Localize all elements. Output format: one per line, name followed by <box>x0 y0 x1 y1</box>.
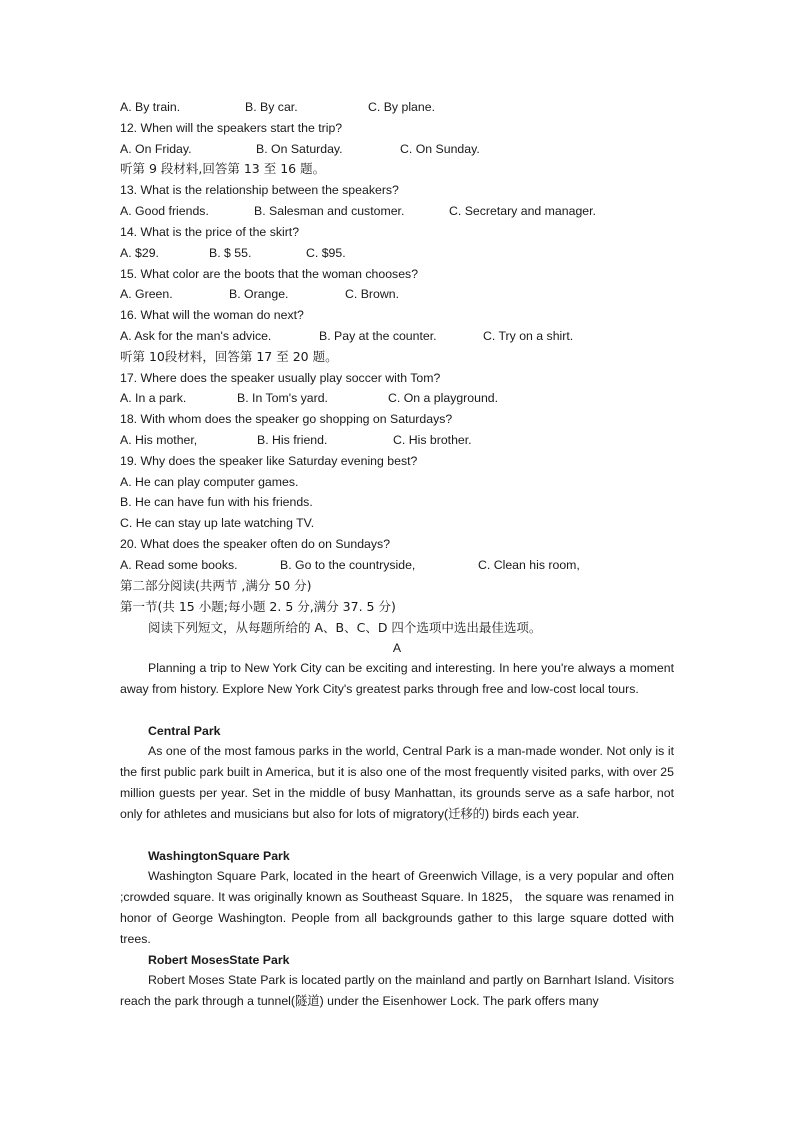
passage-intro: Planning a trip to New York City can be exciting and interesting. In here you're always a moment away from history. Explore New York City's greatest parks through free and low-cost local tours. <box>120 661 674 696</box>
q11-option-b: B. By car. <box>245 100 298 114</box>
q13-question: 13. What is the relationship between the speakers? <box>120 183 399 197</box>
park-text-central: As one of the most famous parks in the world, Central Park is a man-made wonder. Not only is it the first public park built in America, but it is also one of the most frequently visited parks, with over 25 million guests per year. Set in the middle of busy Manhattan, its grounds serve as a safe harbor, not only for athletes and musicians but also for lots of migratory(迁移的) birds each year. <box>120 744 674 821</box>
park-heading-robert-moses: Robert MosesState Park <box>148 953 290 967</box>
q12-option-a: A. On Friday. <box>120 142 192 156</box>
park-heading-central: Central Park <box>148 724 221 738</box>
q18-question: 18. With whom does the speaker go shopping on Saturdays? <box>120 412 453 426</box>
q14-option-b: B. $ 55. <box>209 246 252 260</box>
park-text-robert-moses: Robert Moses State Park is located partly on the mainland and partly on Barnhart Island. Visitors reach the park through a tunnel(隧道) under the Eisenhower Lock. The park offers many <box>120 973 674 1008</box>
q20-option-c: C. Clean his room, <box>478 558 580 572</box>
q19-option-b: B. He can have fun with his friends. <box>120 495 313 509</box>
passage-label: A <box>392 641 402 655</box>
q19-question: 19. Why does the speaker like Saturday evening best? <box>120 454 418 468</box>
q16-option-a: A. Ask for the man's advice. <box>120 329 272 343</box>
q18-option-c: C. His brother. <box>393 433 472 447</box>
q13-option-c: C. Secretary and manager. <box>449 204 596 218</box>
q16-question: 16. What will the woman do next? <box>120 308 304 322</box>
park-heading-washington: WashingtonSquare Park <box>148 849 290 863</box>
q17-option-b: B. In Tom's yard. <box>237 391 328 405</box>
reading-instruction: 阅读下列短文，从每题所给的 A、B、C、D 四个选项中选出最佳选项。 <box>148 620 542 635</box>
q14-question: 14. What is the price of the skirt? <box>120 225 300 239</box>
q18-option-b: B. His friend. <box>257 433 328 447</box>
q15-option-b: B. Orange. <box>229 287 289 301</box>
q16-option-b: B. Pay at the counter. <box>319 329 437 343</box>
q17-question: 17. Where does the speaker usually play soccer with Tom? <box>120 371 441 385</box>
q20-question: 20. What does the speaker often do on Sundays? <box>120 537 391 551</box>
q18-option-a: A. His mother, <box>120 433 198 447</box>
q11-option-a: A. By train. <box>120 100 181 114</box>
q15-question: 15. What color are the boots that the woman chooses? <box>120 267 419 281</box>
q12-question: 12. When will the speakers start the trip? <box>120 121 343 135</box>
q17-option-a: A. In a park. <box>120 391 187 405</box>
section-9-instruction: 听第 9 段材料,回答第 13 至 16 题。 <box>120 161 326 176</box>
q19-option-c: C. He can stay up late watching TV. <box>120 516 315 530</box>
q13-option-a: A. Good friends. <box>120 204 209 218</box>
q15-option-a: A. Green. <box>120 287 173 301</box>
q12-option-c: C. On Sunday. <box>400 142 480 156</box>
reading-part-title: 第二部分阅读(共两节 ,满分 50 分) <box>120 578 312 593</box>
q14-option-c: C. $95. <box>306 246 346 260</box>
q20-option-a: A. Read some books. <box>120 558 238 572</box>
q13-option-b: B. Salesman and customer. <box>254 204 405 218</box>
q14-option-a: A. $29. <box>120 246 159 260</box>
q20-option-b: B. Go to the countryside, <box>280 558 416 572</box>
q16-option-c: C. Try on a shirt. <box>483 329 574 343</box>
q19-option-a: A. He can play computer games. <box>120 475 299 489</box>
q15-option-c: C. Brown. <box>345 287 399 301</box>
reading-section-title: 第一节(共 15 小题;每小题 2. 5 分,满分 37. 5 分) <box>120 599 396 614</box>
park-text-washington: Washington Square Park, located in the heart of Greenwich Village, is a very popular and often ;crowded square. It was originally known as Southeast Square. In 1825， the square was renamed in honor of George Washington. People from all backgrounds gather to this large square dotted with trees. <box>120 869 674 946</box>
q12-option-b: B. On Saturday. <box>256 142 343 156</box>
q11-option-c: C. By plane. <box>368 100 435 114</box>
q17-option-c: C. On a playground. <box>388 391 499 405</box>
section-10-instruction: 听第 10段材料，回答第 17 至 20 题。 <box>120 349 338 364</box>
